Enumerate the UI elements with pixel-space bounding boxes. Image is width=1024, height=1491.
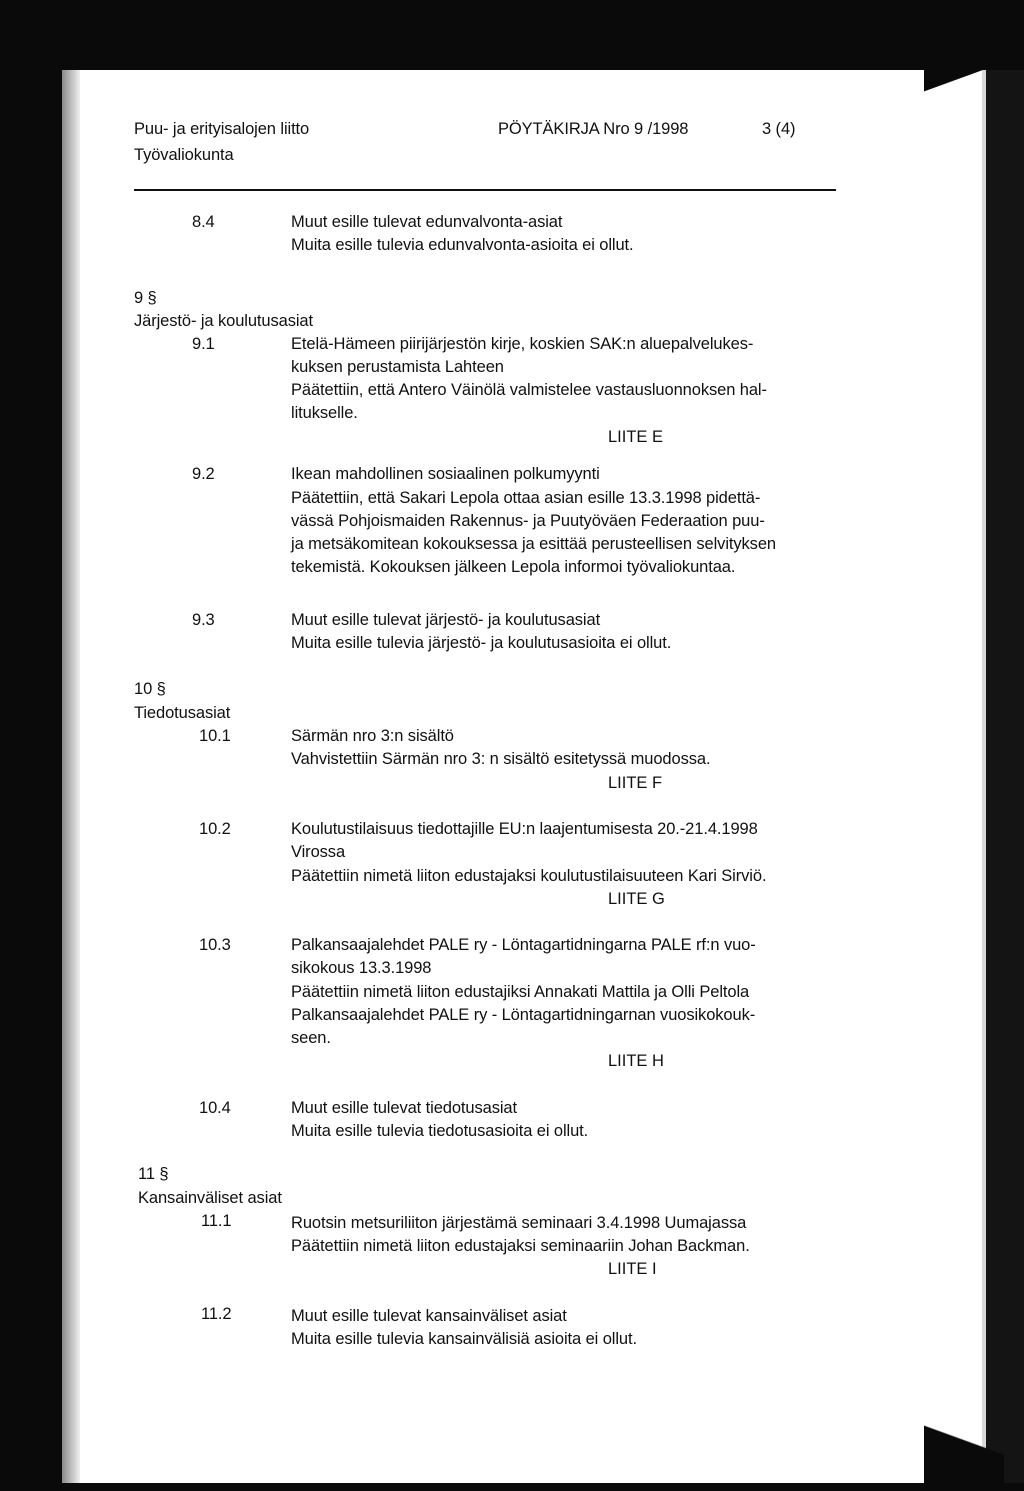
item-number: 9.3 (192, 611, 215, 629)
section-number: 10 § (134, 680, 166, 698)
item-title: Ikean mahdollinen sosiaalinen polkumyynti (291, 465, 600, 483)
item-title: Muut esille tulevat edunvalvonta-asiat (291, 213, 563, 231)
section-number: 11 § (138, 1165, 169, 1183)
item-text: Vahvistettiin Särmän nro 3: n sisältö esitetyssä muodossa. (291, 750, 711, 768)
item-title: Koulutustilaisuus tiedottajille EU:n laajentumisesta 20.-21.4.1998 (291, 820, 758, 838)
appendix-reference: LIITE E (608, 428, 664, 446)
scan-border-left (0, 0, 62, 1491)
item-text: Muita esille tulevia kansainvälisiä asioita ei ollut. (291, 1330, 637, 1348)
item-title: Ruotsin metsuriliiton järjestämä seminaari 3.4.1998 Uumajassa (291, 1214, 747, 1232)
committee-name: Työvaliokunta (134, 146, 234, 164)
organization-name: Puu- ja erityisalojen liitto (134, 120, 310, 138)
item-title: Muut esille tulevat tiedotusasiat (291, 1099, 517, 1117)
item-text: litukselle. (291, 404, 358, 422)
item-number: 10.1 (199, 727, 231, 745)
item-number: 10.4 (199, 1099, 231, 1117)
item-number: 9.2 (192, 465, 215, 483)
item-title-continued: kuksen perustamista Lahteen (291, 358, 504, 376)
item-number: 11.1 (201, 1212, 232, 1230)
item-title: Muut esille tulevat järjestö- ja koulutusasiat (291, 611, 601, 629)
document-title: PÖYTÄKIRJA Nro 9 /1998 (498, 120, 689, 138)
appendix-reference: LIITE H (608, 1052, 664, 1070)
scan-border-top (0, 0, 1024, 70)
item-number: 9.1 (192, 335, 215, 353)
item-text: vässä Pohjoismaiden Rakennus- ja Puutyöväen Federaation puu- (291, 512, 765, 530)
item-number: 10.2 (199, 820, 231, 838)
scan-border-bottom (0, 1483, 1024, 1491)
section-number: 9 § (134, 289, 157, 307)
page-fold-shadow (62, 70, 80, 1491)
scan-border-right (986, 70, 1024, 1491)
item-title: Särmän nro 3:n sisältö (291, 727, 454, 745)
item-title: Palkansaajalehdet PALE ry - Löntagartidningarna PALE rf:n vuo- (291, 936, 756, 954)
item-text: Palkansaajalehdet PALE ry - Löntagartidningarnan vuosikokouk- (291, 1006, 756, 1024)
item-title-continued: Virossa (291, 843, 346, 861)
appendix-reference: LIITE G (608, 890, 665, 908)
item-text: Muita esille tulevia järjestö- ja koulutusasioita ei ollut. (291, 634, 672, 652)
item-text: seen. (291, 1029, 331, 1047)
page-number: 3 (4) (762, 120, 796, 138)
item-text: ja metsäkomitean kokouksessa ja esittää perusteellisen selvityksen (291, 535, 776, 553)
item-number: 10.3 (199, 936, 231, 954)
scan-corner-top-right (924, 60, 1004, 100)
item-title: Etelä-Hämeen piirijärjestön kirje, koskien SAK:n aluepalvelukes- (291, 335, 754, 353)
item-text: Muita esille tulevia edunvalvonta-asioita ei ollut. (291, 236, 634, 254)
section-title: Kansainväliset asiat (138, 1189, 282, 1207)
item-text: Muita esille tulevia tiedotusasioita ei ollut. (291, 1122, 589, 1140)
header-divider (134, 189, 836, 191)
item-text: Päätettiin nimetä liiton edustajiksi Annakati Mattila ja Olli Peltola (291, 983, 750, 1001)
item-text: Päätettiin nimetä liiton edustajaksi seminaariin Johan Backman. (291, 1237, 750, 1255)
item-title-continued: sikokous 13.3.1998 (291, 959, 432, 977)
item-text: Päätettiin nimetä liiton edustajaksi koulutustilaisuuteen Kari Sirviö. (291, 867, 767, 885)
scan-corner-bottom-right (924, 1383, 1004, 1483)
section-title: Tiedotusasiat (134, 704, 231, 722)
item-text: Päätettiin, että Sakari Lepola ottaa asian esille 13.3.1998 pidettä- (291, 489, 761, 507)
item-number: 8.4 (192, 213, 215, 231)
scan-page-edge (982, 70, 986, 1491)
item-text: Päätettiin, että Antero Väinölä valmistelee vastausluonnoksen hal- (291, 381, 767, 399)
item-text: tekemistä. Kokouksen jälkeen Lepola informoi työvaliokuntaa. (291, 558, 736, 576)
appendix-reference: LIITE I (608, 1260, 657, 1278)
item-number: 11.2 (201, 1305, 232, 1323)
section-title: Järjestö- ja koulutusasiat (134, 312, 313, 330)
appendix-reference: LIITE F (608, 774, 663, 792)
item-title: Muut esille tulevat kansainväliset asiat (291, 1307, 567, 1325)
